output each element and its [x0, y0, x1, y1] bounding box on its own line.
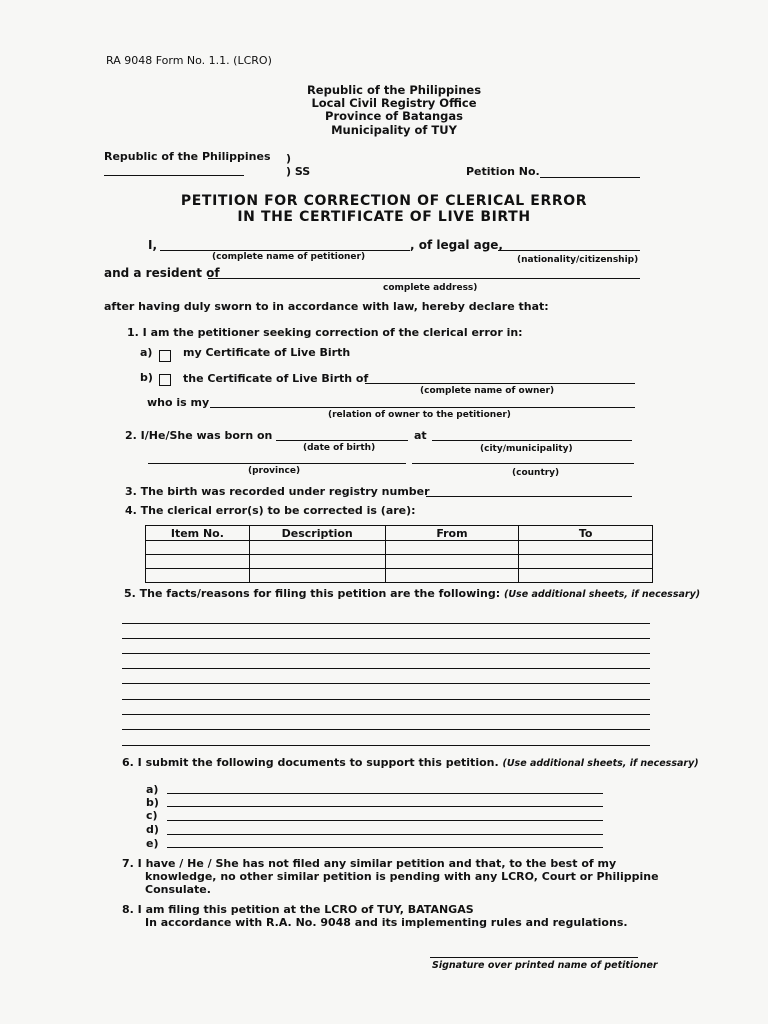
document-field-a[interactable]: [167, 793, 603, 794]
checkbox-other-certificate[interactable]: [159, 370, 171, 389]
title-line-2: IN THE CERTIFICATE OF LIVE BIRTH: [237, 209, 531, 225]
title-line-1: PETITION FOR CORRECTION OF CLERICAL ERROR: [180, 193, 588, 209]
doc-label-c: c): [146, 809, 158, 822]
petitioner-name-field[interactable]: [160, 250, 410, 251]
item1-a-text: my Certificate of Live Birth: [183, 346, 351, 359]
signature-caption: Signature over printed name of petitioner: [432, 960, 658, 971]
col-item-no: Item No.: [146, 526, 250, 541]
relation-field[interactable]: [210, 407, 635, 408]
doc-label-d: d): [146, 823, 159, 836]
item8-line-1: 8. I am filing this petition at the LCRO of TUY, BATANGAS: [122, 903, 474, 916]
province-field[interactable]: [148, 463, 406, 464]
venue-paren: ): [286, 152, 292, 165]
cell[interactable]: [519, 555, 653, 569]
form-code: RA 9048 Form No. 1.1. (LCRO): [106, 54, 272, 67]
item1-a-label: a): [140, 346, 153, 359]
header-line-4: Municipality of TUY: [331, 123, 457, 137]
intro-legal-age: , of legal age,: [410, 238, 503, 252]
owner-caption: (complete name of owner): [420, 386, 555, 396]
table-row: [146, 569, 653, 583]
dob-caption: (date of birth): [303, 443, 376, 453]
country-field[interactable]: [412, 463, 634, 464]
document-field-c[interactable]: [167, 820, 603, 821]
cell[interactable]: [385, 541, 519, 555]
item7-line-1: 7. I have / He / She has not filed any similar petition and that, to the best of my: [122, 857, 617, 870]
cell[interactable]: [385, 569, 519, 583]
petition-no-label: Petition No.: [466, 165, 540, 178]
owner-name-field[interactable]: [365, 383, 635, 384]
country-caption: (country): [512, 468, 560, 478]
province-caption: (province): [248, 466, 301, 476]
clerical-error-table: [145, 525, 653, 583]
venue-country: Republic of the Philippines: [104, 150, 271, 163]
nationality-field[interactable]: [498, 250, 640, 251]
relation-caption: (relation of owner to the petitioner): [328, 410, 511, 420]
name-caption: (complete name of petitioner): [212, 252, 366, 262]
item2-text: 2. I/He/She was born on: [125, 429, 273, 442]
doc-label-a: a): [146, 783, 159, 796]
signature-line[interactable]: [430, 957, 638, 958]
doc-label-e: e): [146, 837, 159, 850]
cell[interactable]: [146, 541, 250, 555]
item2-at: at: [414, 429, 427, 442]
header-line-2: Local Civil Registry Office: [311, 96, 477, 110]
resident-label: and a resident of: [104, 266, 220, 280]
cell[interactable]: [249, 541, 385, 555]
col-from: From: [385, 526, 519, 541]
city-field[interactable]: [432, 440, 632, 441]
item5-note: (Use additional sheets, if necessary): [503, 589, 701, 600]
nationality-caption: (nationality/citizenship): [517, 255, 639, 265]
col-to: To: [519, 526, 653, 541]
petition-no-field[interactable]: [540, 177, 640, 178]
document-field-b[interactable]: [167, 806, 603, 807]
dob-field[interactable]: [276, 440, 408, 441]
item6-text: [122, 756, 699, 769]
document-field-d[interactable]: [167, 834, 603, 835]
item5-main: 5. The facts/reasons for filing this petition are the following:: [124, 587, 501, 600]
cell[interactable]: [146, 555, 250, 569]
checkbox-own-certificate[interactable]: [159, 346, 171, 365]
address-field[interactable]: [208, 278, 640, 279]
item7-line-3: Consulate.: [145, 883, 211, 896]
cell[interactable]: [249, 555, 385, 569]
venue-line[interactable]: [104, 175, 244, 176]
intro-i: I,: [148, 238, 158, 252]
sworn-text: after having duly sworn to in accordance with law, hereby declare that:: [104, 300, 549, 313]
registry-number-field[interactable]: [426, 496, 632, 497]
cell[interactable]: [519, 569, 653, 583]
item6-note: (Use additional sheets, if necessary): [502, 758, 699, 769]
item6-main: 6. I submit the following documents to support this petition.: [122, 756, 499, 769]
header-line-3: Province of Batangas: [325, 109, 463, 123]
item1-b-label: b): [140, 371, 153, 384]
table-row: [146, 541, 653, 555]
cell[interactable]: [519, 541, 653, 555]
item1-text: 1. I am the petitioner seeking correction of the clerical error in:: [127, 326, 523, 339]
doc-label-b: b): [146, 796, 159, 809]
header-line-1: Republic of the Philippines: [306, 83, 482, 97]
col-description: Description: [249, 526, 385, 541]
item4-text: 4. The clerical error(s) to be corrected is (are):: [125, 504, 416, 517]
cell[interactable]: [385, 555, 519, 569]
item1-b-text: the Certificate of Live Birth of: [183, 372, 369, 385]
who-is-my-label: who is my: [147, 396, 210, 409]
cell[interactable]: [249, 569, 385, 583]
item3-text: 3. The birth was recorded under registry number: [125, 485, 430, 498]
city-caption: (city/municipality): [480, 444, 573, 454]
item7-line-2: knowledge, no other similar petition is pending with any LCRO, Court or Philippine: [145, 870, 659, 883]
cell[interactable]: [146, 569, 250, 583]
document-field-e[interactable]: [167, 847, 603, 848]
item5-text: [124, 587, 700, 600]
item8-line-2: In accordance with R.A. No. 9048 and its implementing rules and regulations.: [145, 916, 628, 929]
venue-ss: ) SS: [286, 165, 311, 178]
table-row: [146, 555, 653, 569]
address-caption: complete address): [383, 283, 478, 293]
